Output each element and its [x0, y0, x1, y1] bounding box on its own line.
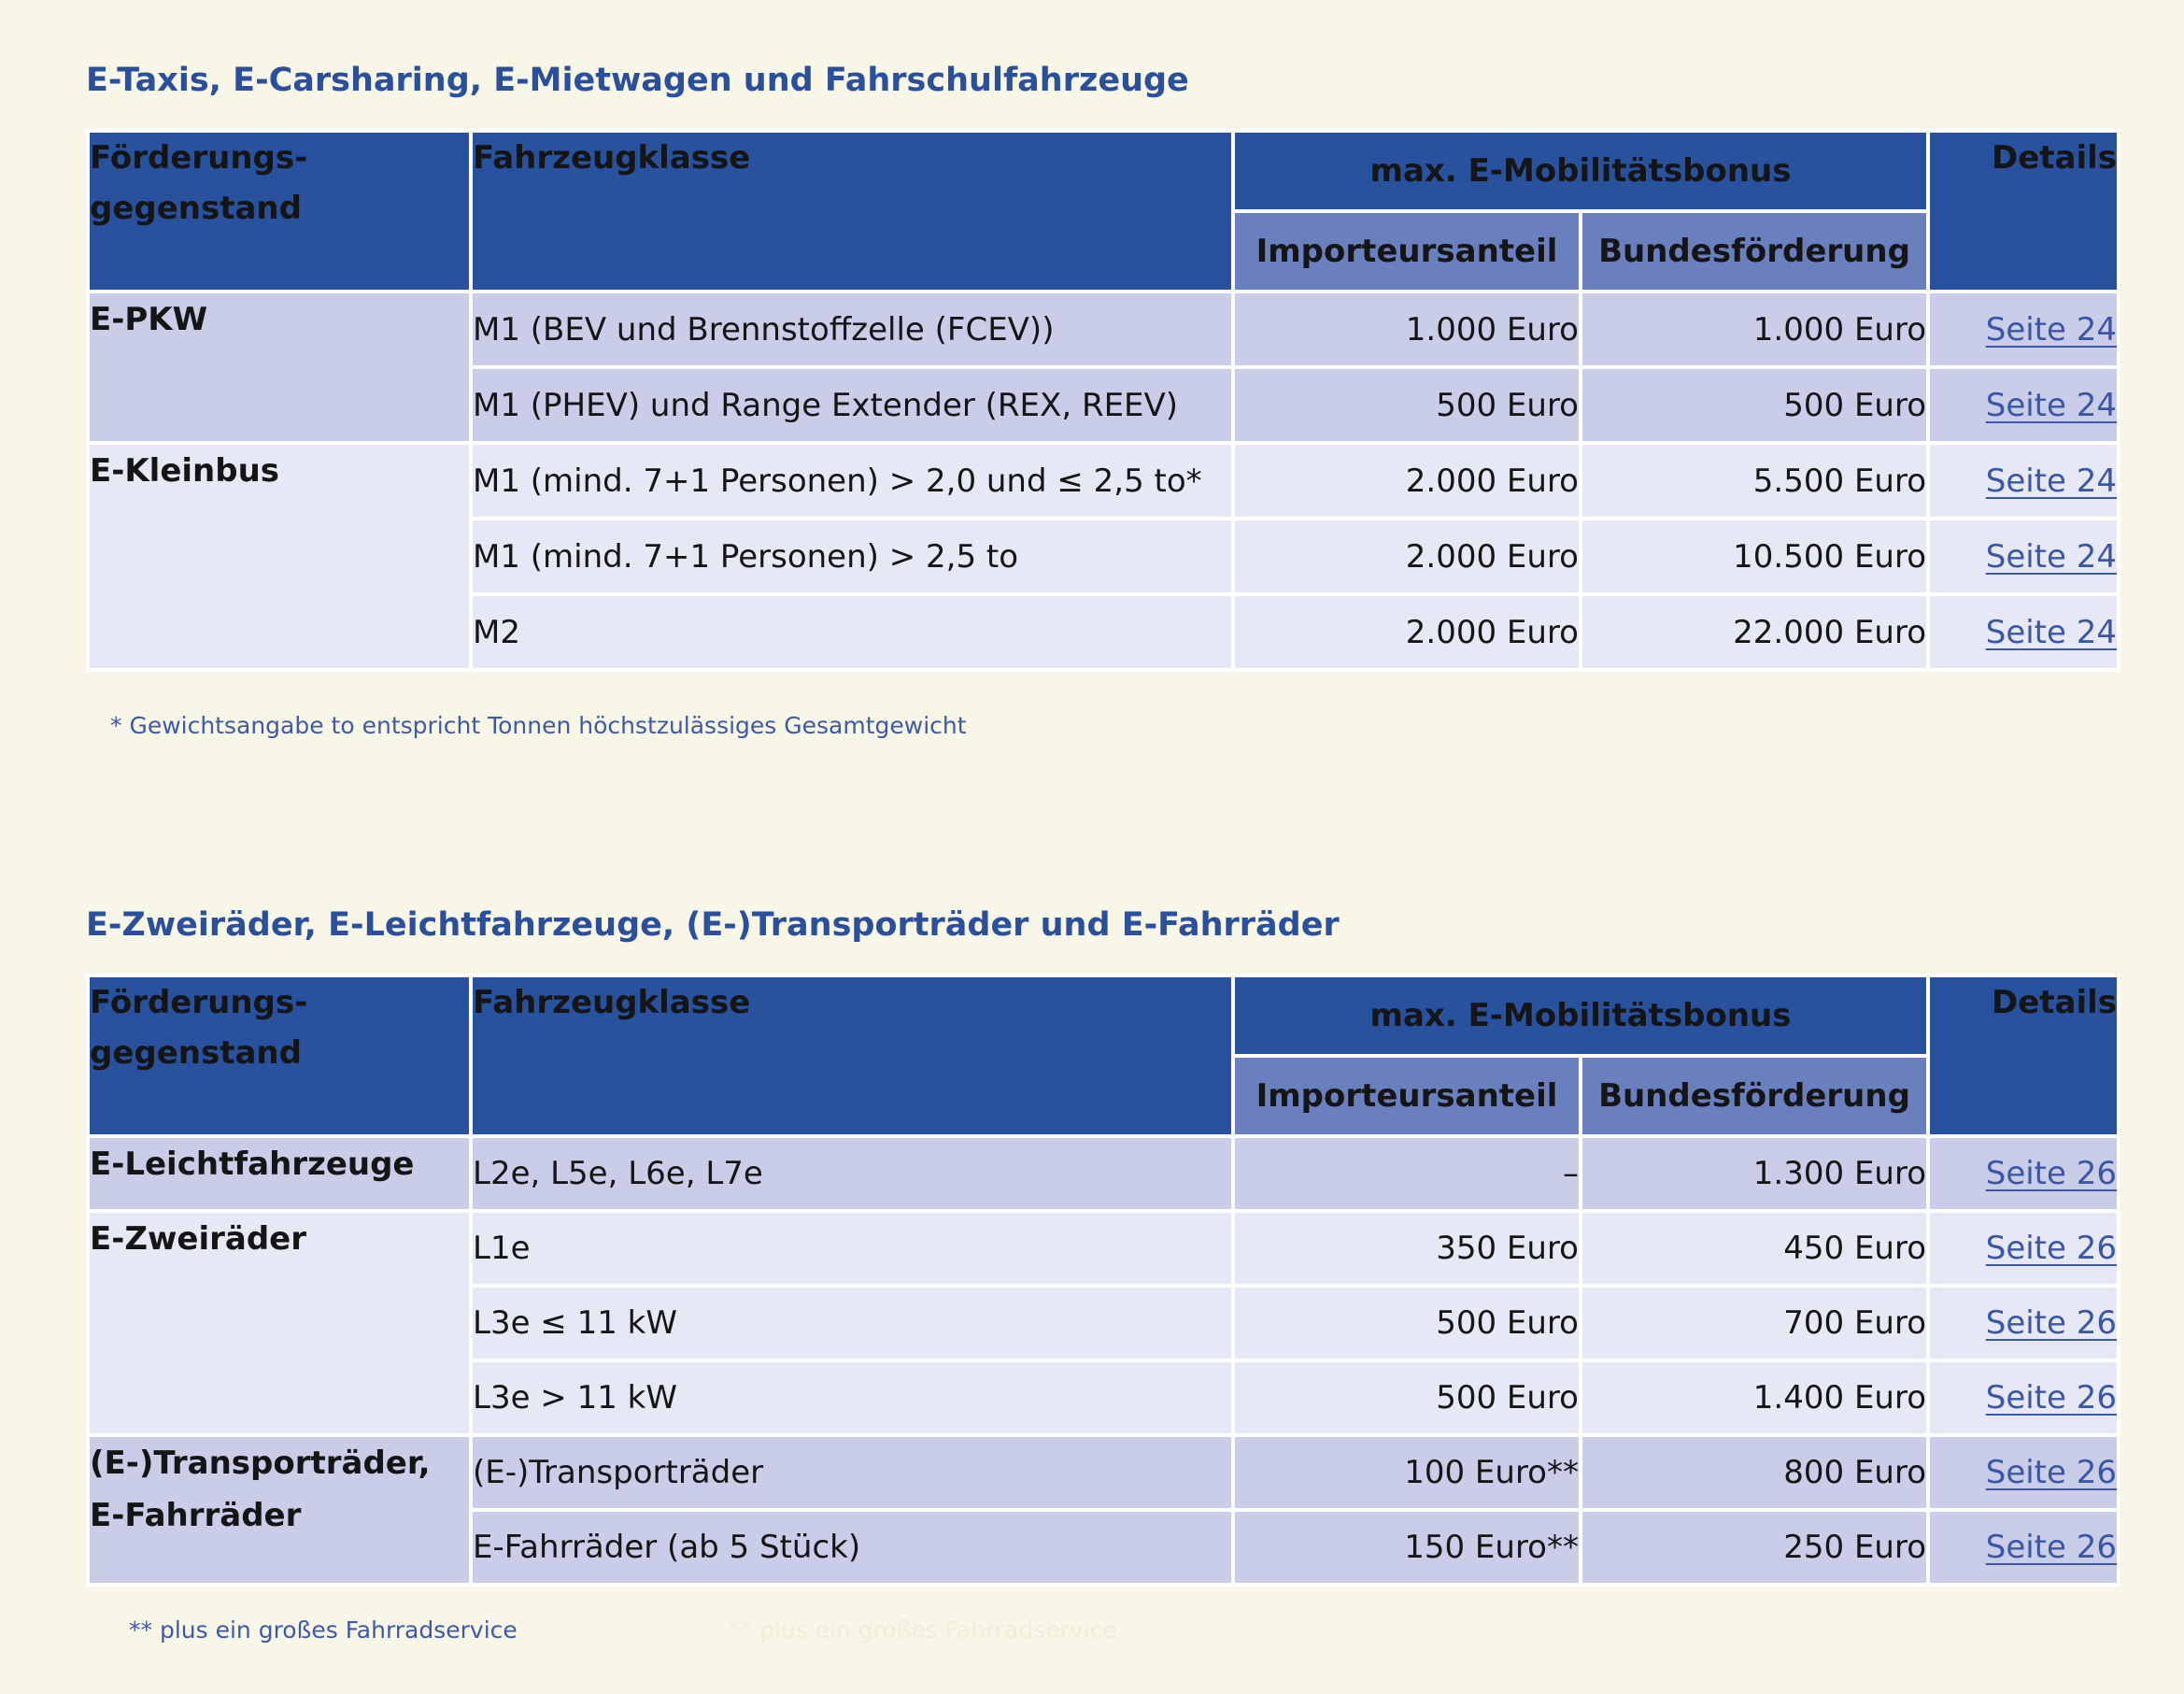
federal-funding-cell: 500 Euro [1581, 367, 1928, 443]
details-cell [1928, 443, 2119, 519]
table-row [88, 1136, 2119, 1211]
header-federal-funding: Bundesförderung [1581, 211, 1928, 292]
federal-funding-cell: 700 Euro [1581, 1286, 1928, 1360]
vehicle-class-cell: L1e [471, 1211, 1233, 1286]
table2-title: E-Zweiräder, E-Leichtfahrzeuge, (E-)Transporträder und E-Fahrräder [86, 906, 1340, 944]
table1-body [88, 292, 2119, 670]
federal-funding-cell: 10.500 Euro [1581, 519, 1928, 594]
details-page-link[interactable]: Seite 26 [1985, 1304, 2118, 1342]
details-page-link[interactable]: Seite 24 [1985, 310, 2118, 349]
table-row [88, 292, 2119, 367]
federal-funding-cell: 250 Euro [1581, 1510, 1928, 1585]
details-cell [1928, 594, 2119, 670]
vehicle-class-cell: L2e, L5e, L6e, L7e [471, 1136, 1233, 1211]
header-max-bonus: max. E-Mobilitätsbonus [1233, 975, 1928, 1056]
importer-share-cell: 2.000 Euro [1233, 594, 1581, 670]
details-page-link[interactable]: Seite 26 [1985, 1454, 2118, 1491]
category-cell: (E-)Transporträder, E-Fahrräder [88, 1435, 471, 1585]
details-page-link[interactable]: Seite 24 [1985, 537, 2118, 576]
header-vehicle-class: Fahrzeugklasse [471, 975, 1233, 1136]
details-cell [1928, 367, 2119, 443]
table-taxis-carsharing [86, 129, 2120, 672]
federal-funding-cell: 1.000 Euro [1581, 292, 1928, 367]
importer-share-cell: 2.000 Euro [1233, 519, 1581, 594]
header-vehicle-class: Fahrzeugklasse [471, 131, 1233, 292]
table-row [88, 443, 2119, 519]
vehicle-class-cell: M1 (BEV und Brennstoffzelle (FCEV)) [471, 292, 1233, 367]
header-importer-share: Importeursanteil [1233, 211, 1581, 292]
header-details: Details [1928, 975, 2119, 1136]
header-details: Details [1928, 131, 2119, 292]
importer-share-cell: 500 Euro [1233, 1360, 1581, 1435]
header-federal-funding: Bundesförderung [1581, 1056, 1928, 1136]
details-cell [1928, 1136, 2119, 1211]
importer-share-cell: 350 Euro [1233, 1211, 1581, 1286]
importer-share-cell: – [1233, 1136, 1581, 1211]
importer-share-cell: 150 Euro** [1233, 1510, 1581, 1585]
details-page-link[interactable]: Seite 24 [1985, 613, 2118, 651]
header-importer-share: Importeursanteil [1233, 1056, 1581, 1136]
federal-funding-cell: 5.500 Euro [1581, 443, 1928, 519]
federal-funding-cell: 450 Euro [1581, 1211, 1928, 1286]
details-page-link[interactable]: Seite 26 [1985, 1529, 2118, 1566]
importer-share-cell: 1.000 Euro [1233, 292, 1581, 367]
table2-footnote: ** plus ein großes Fahrradservice [129, 1616, 518, 1644]
vehicle-class-cell: L3e > 11 kW [471, 1360, 1233, 1435]
federal-funding-cell: 800 Euro [1581, 1435, 1928, 1510]
vehicle-class-cell: (E-)Transporträder [471, 1435, 1233, 1510]
header-max-bonus: max. E-Mobilitätsbonus [1233, 131, 1928, 211]
details-cell [1928, 519, 2119, 594]
category-cell: E-Kleinbus [88, 443, 471, 670]
details-page-link[interactable]: Seite 26 [1985, 1230, 2118, 1267]
details-page-link[interactable]: Seite 24 [1985, 386, 2118, 424]
details-cell [1928, 1435, 2119, 1510]
importer-share-cell: 500 Euro [1233, 1286, 1581, 1360]
table2-ghost-footnote: ** plus ein großes Fahrradservice [729, 1616, 1117, 1644]
table2-body [88, 1136, 2119, 1585]
table1-title: E-Taxis, E-Carsharing, E-Mietwagen und Fahrschulfahrzeuge [86, 62, 1189, 99]
details-page-link[interactable]: Seite 26 [1985, 1379, 2118, 1416]
importer-share-cell: 2.000 Euro [1233, 443, 1581, 519]
category-cell: E-Leichtfahrzeuge [88, 1136, 471, 1211]
table-row [88, 1211, 2119, 1286]
federal-funding-cell: 1.400 Euro [1581, 1360, 1928, 1435]
federal-funding-cell: 22.000 Euro [1581, 594, 1928, 670]
details-cell [1928, 1286, 2119, 1360]
details-cell [1928, 1510, 2119, 1585]
table1-footnote: * Gewichtsangabe to entspricht Tonnen höchstzulässiges Gesamtgewicht [110, 712, 967, 739]
details-cell [1928, 1211, 2119, 1286]
vehicle-class-cell: L3e ≤ 11 kW [471, 1286, 1233, 1360]
vehicle-class-cell: M2 [471, 594, 1233, 670]
table-row [88, 1435, 2119, 1510]
vehicle-class-cell: E-Fahrräder (ab 5 Stück) [471, 1510, 1233, 1585]
category-cell: E-Zweiräder [88, 1211, 471, 1435]
details-page-link[interactable]: Seite 26 [1985, 1155, 2118, 1192]
importer-share-cell: 500 Euro [1233, 367, 1581, 443]
details-cell [1928, 292, 2119, 367]
vehicle-class-cell: M1 (mind. 7+1 Personen) > 2,5 to [471, 519, 1233, 594]
details-cell [1928, 1360, 2119, 1435]
vehicle-class-cell: M1 (mind. 7+1 Personen) > 2,0 und ≤ 2,5 to* [471, 443, 1233, 519]
category-cell: E-PKW [88, 292, 471, 443]
header-subject: Förderungs- gegenstand [88, 975, 471, 1136]
importer-share-cell: 100 Euro** [1233, 1435, 1581, 1510]
header-subject: Förderungs- gegenstand [88, 131, 471, 292]
details-page-link[interactable]: Seite 24 [1985, 462, 2118, 500]
vehicle-class-cell: M1 (PHEV) und Range Extender (REX, REEV) [471, 367, 1233, 443]
table-two-wheelers [86, 974, 2120, 1587]
federal-funding-cell: 1.300 Euro [1581, 1136, 1928, 1211]
